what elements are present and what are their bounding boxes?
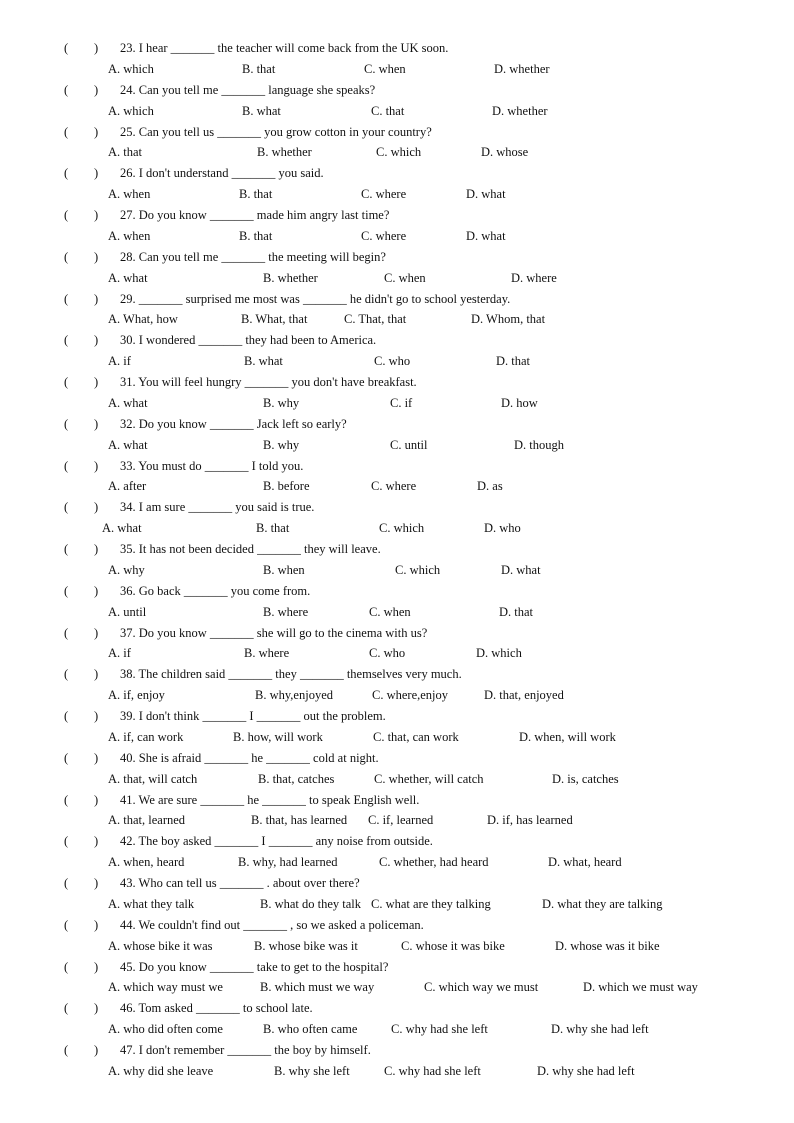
question-stem: Can you tell us _______ you grow cotton in your country?	[138, 124, 432, 139]
answer-blank: ( )	[64, 249, 99, 264]
question-item-24	[64, 80, 764, 122]
option-c: C. which way we must	[424, 980, 539, 995]
option-a: A. when	[108, 228, 151, 243]
question-line	[64, 957, 388, 977]
option-a: A. if, can work	[108, 729, 184, 744]
question-item-45	[64, 957, 764, 999]
question-number: 44.	[120, 917, 136, 932]
option-c: C. whether, will catch	[374, 771, 484, 786]
question-line	[64, 497, 314, 517]
question-item-26	[64, 163, 764, 205]
option-c: C. until	[390, 437, 428, 452]
question-line	[64, 998, 313, 1018]
answer-blank: ( )	[64, 166, 99, 181]
question-item-28	[64, 247, 764, 289]
question-line	[64, 247, 386, 267]
option-c: C. which	[379, 521, 425, 536]
question-item-38	[64, 664, 764, 706]
option-b: B. that	[242, 61, 276, 76]
answer-blank: ( )	[64, 41, 99, 55]
question-line	[64, 748, 379, 768]
answer-blank: ( )	[64, 291, 99, 306]
question-item-37	[64, 623, 764, 665]
question-stem: Do you know _______ take to get to the hospital?	[138, 959, 389, 974]
option-b: B. which must we way	[260, 980, 375, 995]
question-item-42	[64, 831, 764, 873]
answer-blank: ( )	[64, 709, 99, 723]
question-stem: Can you tell me _______ the meeting will begin?	[138, 249, 386, 264]
question-line	[64, 664, 462, 684]
option-a: A. which	[108, 61, 154, 76]
option-c: C. where	[361, 228, 407, 243]
answer-blank: ( )	[64, 208, 99, 222]
question-line	[64, 414, 347, 434]
option-c: C. where	[371, 479, 417, 494]
option-c: C. when	[369, 604, 411, 619]
question-stem: Do you know _______ Jack left so early?	[138, 416, 347, 431]
option-a: A. what they talk	[108, 896, 195, 911]
question-line	[64, 205, 389, 225]
question-line	[64, 915, 424, 935]
question-line	[64, 831, 433, 851]
question-stem: Do you know _______ she will go to the cinema with us?	[138, 625, 428, 640]
question-item-40	[64, 748, 764, 790]
option-b: B. why	[263, 395, 300, 410]
question-item-27	[64, 205, 764, 247]
option-c: C. if, learned	[368, 813, 434, 828]
question-line	[64, 706, 386, 726]
option-row	[64, 268, 764, 288]
question-line	[64, 581, 310, 601]
question-line	[64, 873, 360, 893]
option-c: C. who	[369, 646, 406, 661]
option-row	[64, 769, 764, 789]
option-row	[64, 309, 764, 329]
option-b: B. why	[263, 437, 300, 452]
option-row	[64, 1019, 764, 1039]
option-a: A. if	[108, 646, 131, 661]
answer-blank: ( )	[64, 792, 99, 807]
question-stem: Do you know _______ made him angry last time?	[138, 208, 390, 222]
question-line	[64, 289, 510, 309]
question-item-34	[64, 497, 764, 539]
question-stem: I don't think _______ I _______ out the problem.	[138, 709, 386, 723]
option-b: B. what	[244, 354, 283, 369]
question-number: 26.	[120, 166, 136, 181]
question-stem: The children said _______ they _______ themselves very much.	[138, 667, 462, 682]
option-a: A. what	[108, 395, 148, 410]
question-number: 32.	[120, 416, 136, 431]
question-stem: I wondered _______ they had been to America.	[138, 333, 377, 348]
option-a: A. what	[108, 270, 148, 285]
answer-blank: ( )	[64, 625, 99, 640]
question-item-47	[64, 1040, 764, 1082]
question-stem: I don't understand _______ you said.	[138, 166, 324, 181]
question-line	[64, 122, 432, 142]
question-number: 42.	[120, 834, 136, 849]
option-c: C. if	[390, 395, 413, 410]
option-row	[64, 226, 764, 246]
option-b: B. that, has learned	[251, 813, 348, 828]
option-b: B. that	[256, 521, 290, 536]
option-d: D. whether	[492, 103, 548, 118]
option-d: D. where	[511, 270, 557, 285]
question-number: 43.	[120, 876, 136, 890]
question-item-41	[64, 790, 764, 832]
option-d: D. how	[501, 395, 538, 410]
option-a: A. after	[108, 479, 147, 494]
option-row	[64, 727, 764, 747]
option-c: C. that	[371, 103, 405, 118]
question-line	[64, 80, 375, 100]
option-b: B. whether	[263, 270, 318, 285]
option-d: D. which we must way	[583, 980, 698, 995]
question-number: 41.	[120, 792, 136, 807]
option-c: C. what are they talking	[371, 896, 491, 911]
option-b: B. before	[263, 479, 310, 494]
option-d: D. Whom, that	[471, 312, 546, 327]
question-item-46	[64, 998, 764, 1040]
option-a: A. if	[108, 354, 131, 369]
question-number: 34.	[120, 500, 136, 515]
option-a: A. What, how	[108, 312, 178, 327]
answer-blank: ( )	[64, 876, 99, 890]
question-stem: I don't remember _______ the boy by himself.	[138, 1043, 371, 1057]
question-number: 29.	[120, 291, 136, 306]
option-d: D. though	[514, 437, 564, 452]
option-a: A. if, enjoy	[108, 688, 165, 703]
question-item-44	[64, 915, 764, 957]
question-stem: We are sure _______ he _______ to speak English well.	[138, 792, 420, 807]
question-item-29	[64, 289, 764, 331]
answer-blank: ( )	[64, 333, 99, 348]
answer-blank: ( )	[64, 458, 99, 473]
question-line	[64, 456, 303, 476]
question-stem: We couldn't find out _______ , so we asked a policeman.	[138, 917, 424, 932]
question-number: 27.	[120, 208, 136, 222]
answer-blank: ( )	[64, 834, 99, 849]
option-c: C. who	[374, 354, 411, 369]
answer-blank: ( )	[64, 416, 99, 431]
answer-blank: ( )	[64, 667, 99, 682]
question-stem: Tom asked _______ to school late.	[138, 1001, 313, 1016]
option-c: C. when	[364, 61, 406, 76]
option-a: A. when	[108, 187, 151, 202]
option-d: D. what	[466, 187, 506, 202]
option-a: A. that, will catch	[108, 771, 198, 786]
question-number: 30.	[120, 333, 136, 348]
option-b: B. what	[242, 103, 281, 118]
option-b: B. where	[244, 646, 290, 661]
question-stem: Who can tell us _______ . about over there?	[138, 876, 360, 890]
question-item-35	[64, 539, 764, 581]
option-d: D. that	[499, 604, 534, 619]
option-row	[64, 602, 764, 622]
option-a: A. why did she leave	[108, 1063, 214, 1078]
question-line	[64, 163, 324, 183]
option-b: B. that	[239, 187, 273, 202]
option-row	[64, 894, 764, 914]
option-row	[64, 643, 764, 663]
question-number: 31.	[120, 375, 136, 389]
question-number: 46.	[120, 1001, 136, 1016]
question-stem: _______ surprised me most was _______ he didn't go to school yesterday.	[138, 291, 511, 306]
question-number: 24.	[120, 82, 136, 97]
question-line	[64, 790, 419, 810]
option-b: B. that, catches	[258, 771, 335, 786]
option-d: D. who	[484, 521, 521, 536]
answer-blank: ( )	[64, 500, 99, 515]
question-number: 33.	[120, 458, 136, 473]
option-b: B. What, that	[241, 312, 308, 327]
option-b: B. what do they talk	[260, 896, 362, 911]
question-item-43	[64, 873, 764, 915]
question-item-23	[64, 38, 764, 80]
option-row	[64, 936, 764, 956]
question-number: 25.	[120, 124, 136, 139]
option-a: A. that	[108, 145, 143, 160]
question-item-33	[64, 456, 764, 498]
option-b: B. whose bike was it	[254, 938, 358, 953]
answer-blank: ( )	[64, 124, 99, 139]
option-d: D. what	[466, 228, 506, 243]
option-d: D. what they are talking	[542, 896, 663, 911]
answer-blank: ( )	[64, 542, 99, 556]
question-number: 47.	[120, 1043, 136, 1057]
answer-blank: ( )	[64, 917, 99, 932]
question-item-36	[64, 581, 764, 623]
question-number: 23.	[120, 41, 136, 55]
option-a: A. who did often come	[108, 1022, 223, 1037]
option-row	[64, 977, 764, 997]
option-a: A. until	[108, 604, 147, 619]
option-c: C. which	[376, 145, 422, 160]
option-d: D. why she had left	[537, 1063, 635, 1078]
question-line	[64, 1040, 371, 1060]
question-number: 39.	[120, 709, 136, 723]
answer-blank: ( )	[64, 375, 99, 389]
option-c: C. whether, had heard	[379, 855, 489, 870]
answer-blank: ( )	[64, 1001, 99, 1016]
option-a: A. why	[108, 562, 145, 577]
question-item-30	[64, 330, 764, 372]
option-c: C. where	[361, 187, 407, 202]
question-item-25	[64, 122, 764, 164]
question-item-32	[64, 414, 764, 456]
option-d: D. what, heard	[548, 855, 622, 870]
question-stem: You will feel hungry _______ you don't have breakfast.	[138, 375, 417, 389]
question-stem: The boy asked _______ I _______ any noise from outside.	[138, 834, 433, 849]
option-row	[64, 393, 764, 413]
question-number: 45.	[120, 959, 136, 974]
option-c: C. whose it was bike	[401, 938, 505, 953]
option-row	[64, 184, 764, 204]
option-a: A. that, learned	[108, 813, 186, 828]
answer-blank: ( )	[64, 750, 99, 765]
answer-blank: ( )	[64, 959, 99, 974]
question-stem: Can you tell me _______ language she speaks?	[138, 82, 376, 97]
option-a: A. which way must we	[108, 980, 223, 995]
option-b: B. when	[263, 562, 305, 577]
option-d: D. what	[501, 562, 541, 577]
option-a: A. when, heard	[108, 855, 185, 870]
option-row	[64, 560, 764, 580]
option-a: A. whose bike it was	[108, 938, 213, 953]
option-a: A. what	[108, 437, 148, 452]
question-line	[64, 38, 448, 58]
option-b: B. whether	[257, 145, 312, 160]
option-b: B. who often came	[263, 1022, 358, 1037]
option-d: D. whose	[481, 145, 529, 160]
option-row	[64, 351, 764, 371]
option-b: B. how, will work	[233, 729, 323, 744]
option-c: C. where,enjoy	[372, 688, 449, 703]
option-b: B. that	[239, 228, 273, 243]
option-row	[64, 685, 764, 705]
option-d: D. whether	[494, 61, 550, 76]
question-line	[64, 372, 417, 392]
question-number: 38.	[120, 667, 136, 682]
question-number: 35.	[120, 542, 136, 556]
question-stem: You must do _______ I told you.	[138, 458, 304, 473]
option-b: B. where	[263, 604, 309, 619]
option-row	[64, 142, 764, 162]
question-line	[64, 330, 376, 350]
option-row	[64, 435, 764, 455]
option-d: D. whose was it bike	[555, 938, 660, 953]
option-d: D. when, will work	[519, 729, 616, 744]
question-number: 28.	[120, 249, 136, 264]
option-row	[64, 1061, 764, 1081]
option-b: B. why, had learned	[238, 855, 338, 870]
question-item-31	[64, 372, 764, 414]
option-b: B. why,enjoyed	[255, 688, 333, 703]
question-number: 36.	[120, 583, 136, 598]
question-stem: I hear _______ the teacher will come back from the UK soon.	[138, 41, 449, 55]
option-d: D. is, catches	[552, 771, 619, 786]
option-row	[64, 476, 764, 496]
question-line	[64, 623, 427, 643]
option-row	[64, 810, 764, 830]
question-item-39	[64, 706, 764, 748]
option-c: C. which	[395, 562, 441, 577]
question-stem: Go back _______ you come from.	[138, 583, 311, 598]
option-c: C. That, that	[344, 312, 407, 327]
question-stem: She is afraid _______ he _______ cold at night.	[138, 750, 379, 765]
question-stem: It has not been decided _______ they will leave.	[138, 542, 381, 556]
option-c: C. that, can work	[373, 729, 459, 744]
option-d: D. which	[476, 646, 522, 661]
answer-blank: ( )	[64, 1043, 99, 1057]
option-row	[64, 59, 764, 79]
option-row	[64, 101, 764, 121]
option-row	[64, 518, 764, 538]
option-d: D. that, enjoyed	[484, 688, 564, 703]
question-line	[64, 539, 381, 559]
option-b: B. why she left	[274, 1063, 350, 1078]
option-c: C. why had she left	[391, 1022, 488, 1037]
option-d: D. as	[477, 479, 503, 494]
option-d: D. if, has learned	[487, 813, 573, 828]
answer-blank: ( )	[64, 583, 99, 598]
question-number: 40.	[120, 750, 136, 765]
answer-blank: ( )	[64, 82, 99, 97]
question-number: 37.	[120, 625, 136, 640]
option-a: A. which	[108, 103, 154, 118]
option-row	[64, 852, 764, 872]
option-c: C. why had she left	[384, 1063, 481, 1078]
option-d: D. why she had left	[551, 1022, 649, 1037]
option-c: C. when	[384, 270, 426, 285]
question-stem: I am sure _______ you said is true.	[138, 500, 315, 515]
option-d: D. that	[496, 354, 531, 369]
option-a: A. what	[102, 521, 142, 536]
